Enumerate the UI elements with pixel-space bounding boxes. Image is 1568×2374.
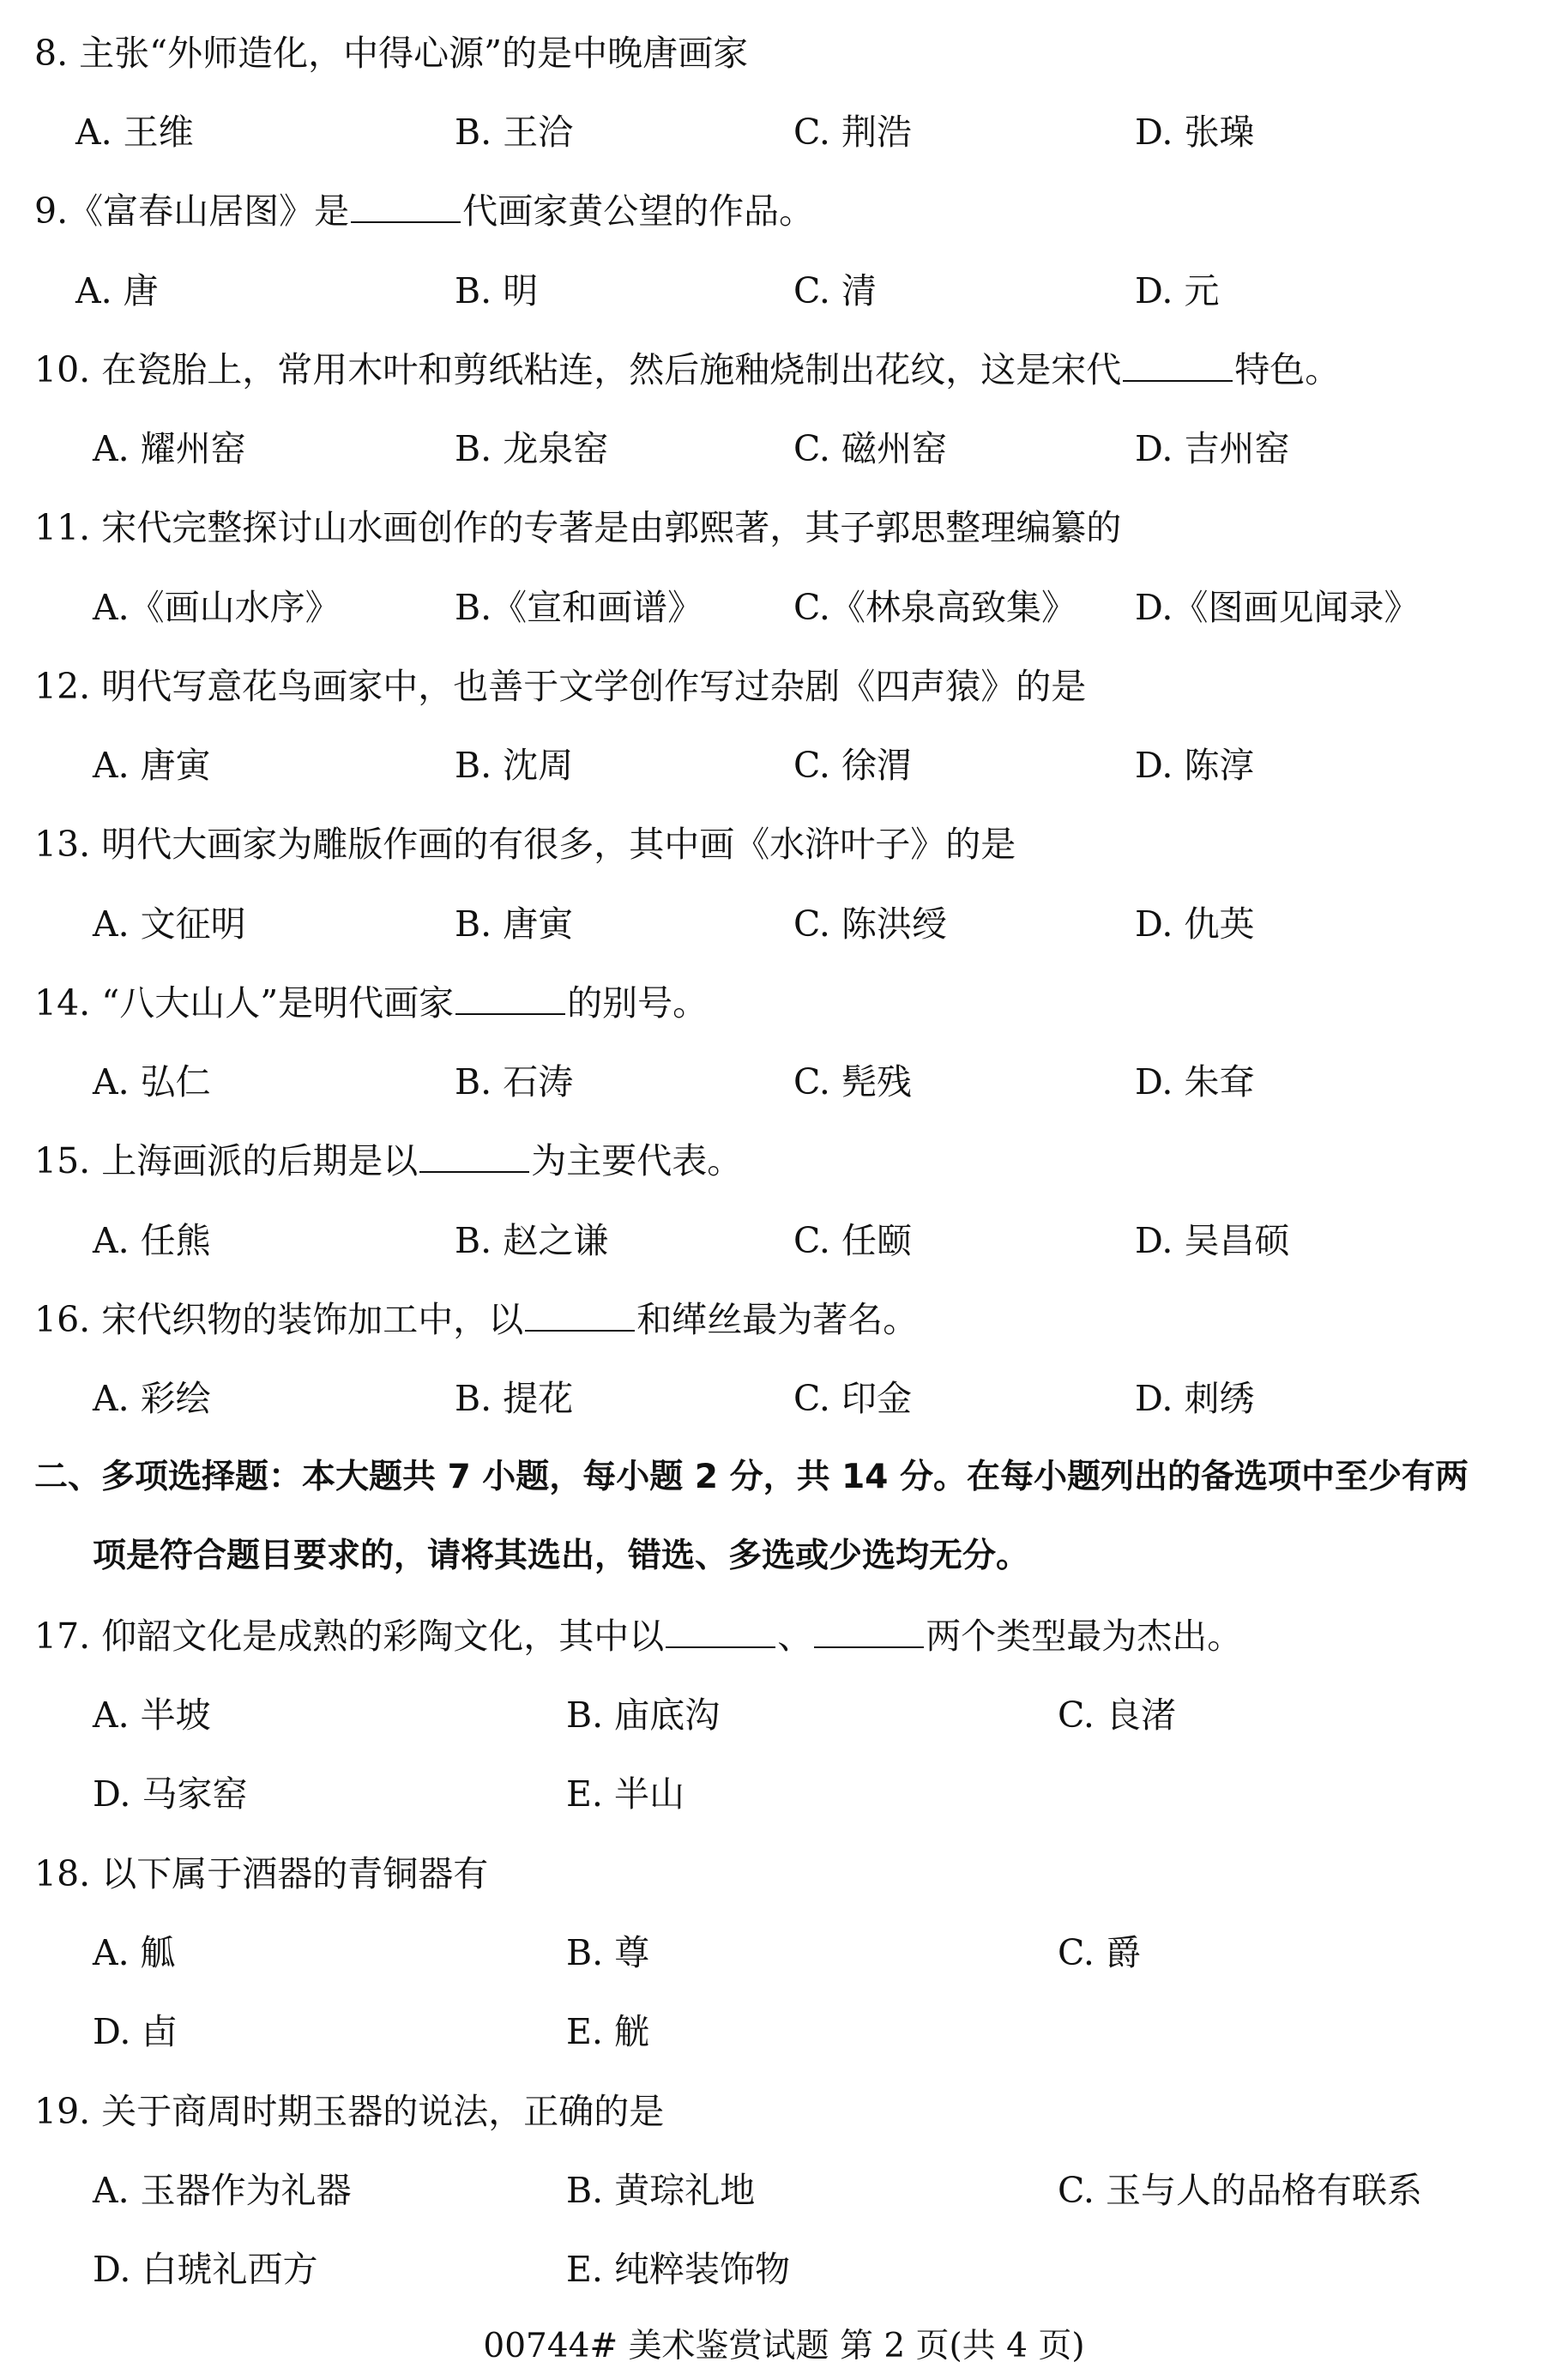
question-17-stem	[34, 1610, 1242, 1662]
q9-option-b: B. 明	[455, 270, 539, 311]
q10-option-b: B. 龙泉窑	[455, 428, 609, 469]
q11-option-a: A.《画山水序》	[93, 587, 341, 628]
q17-option-c: C. 良渚	[1058, 1694, 1176, 1736]
q19-option-a: A. 玉器作为礼器	[93, 2170, 352, 2211]
q9-option-d: D. 元	[1135, 270, 1220, 311]
q9-option-a: A. 唐	[75, 270, 159, 311]
q18-option-a: A. 觚	[93, 1932, 176, 1973]
q16-stem-post: 和缂丝最为著名。	[636, 1299, 919, 1340]
question-13-stem: 13. 明代大画家为雕版作画的有很多，其中画《水浒叶子》的是	[34, 824, 1016, 865]
q10-blank	[1123, 346, 1233, 382]
q16-option-d: D. 刺绣	[1135, 1378, 1255, 1419]
q19-option-b: B. 黄琮礼地	[566, 2170, 756, 2211]
question-9-stem	[34, 185, 814, 237]
q12-option-a: A. 唐寅	[93, 745, 211, 786]
q19-option-c: C. 玉与人的品格有联系	[1058, 2170, 1422, 2211]
q11-option-c: C.《林泉高致集》	[793, 587, 1076, 628]
q15-option-d: D. 吴昌硕	[1135, 1220, 1290, 1261]
q17-stem-post: 两个类型最为杰出。	[926, 1616, 1243, 1657]
q12-option-d: D. 陈淳	[1135, 745, 1255, 786]
q9-stem-post: 代画家黄公望的作品。	[462, 190, 815, 232]
q15-option-b: B. 赵之谦	[455, 1220, 609, 1261]
q9-option-c: C. 清	[793, 270, 877, 311]
q10-option-d: D. 吉州窑	[1135, 428, 1290, 469]
question-12-stem: 12. 明代写意花鸟画家中，也善于文学创作写过杂剧《四声猿》的是	[34, 666, 1087, 707]
question-19-stem: 19. 关于商周时期玉器的说法，正确的是	[34, 2091, 665, 2132]
question-15-stem	[34, 1135, 742, 1187]
q16-blank	[525, 1296, 635, 1332]
q15-option-c: C. 任颐	[793, 1220, 912, 1261]
q17-stem-pre: 17. 仰韶文化是成熟的彩陶文化，其中以	[34, 1616, 665, 1657]
q14-option-b: B. 石涛	[455, 1061, 574, 1102]
q14-stem-pre: 14. “八大山人”是明代画家	[34, 982, 455, 1024]
q18-option-c: C. 爵	[1058, 1932, 1141, 1973]
q11-option-b: B.《宣和画谱》	[455, 587, 703, 628]
q17-option-d: D. 马家窑	[93, 1773, 248, 1815]
q17-option-a: A. 半坡	[93, 1694, 211, 1736]
section-2-heading-line2: 项是符合题目要求的，请将其选出，错选、多选或少选均无分。	[93, 1537, 1030, 1575]
q14-option-c: C. 髡残	[793, 1061, 912, 1102]
q17-stem-mid: 、	[777, 1616, 813, 1657]
q11-option-d: D.《图画见闻录》	[1135, 587, 1420, 628]
q8-option-d: D. 张璪	[1135, 112, 1255, 153]
q12-option-c: C. 徐渭	[793, 745, 912, 786]
q16-stem-pre: 16. 宋代织物的装饰加工中，以	[34, 1299, 524, 1340]
q8-option-a: A. 王维	[75, 112, 194, 153]
section-2-heading-line1: 二、多项选择题：本大题共 7 小题，每小题 2 分，共 14 分。在每小题列出的备选项中至少有两	[34, 1458, 1469, 1496]
q12-option-b: B. 沈周	[455, 745, 574, 786]
q16-option-a: A. 彩绘	[93, 1378, 211, 1419]
q19-option-d: D. 白琥礼西方	[93, 2249, 318, 2290]
q10-option-c: C. 磁州窑	[793, 428, 947, 469]
page-footer: 00744# 美术鉴赏试题 第 2 页(共 4 页)	[483, 2327, 1085, 2365]
q17-blank-2	[814, 1612, 924, 1648]
q8-option-b: B. 王洽	[455, 112, 574, 153]
q15-blank	[419, 1137, 529, 1173]
q14-blank	[455, 979, 565, 1015]
q10-stem-post: 特色。	[1234, 349, 1341, 390]
q9-blank	[351, 187, 461, 223]
question-10-stem	[34, 344, 1340, 396]
question-14-stem	[34, 977, 708, 1029]
q13-option-b: B. 唐寅	[455, 903, 574, 945]
q14-option-d: D. 朱耷	[1135, 1061, 1255, 1102]
question-18-stem: 18. 以下属于酒器的青铜器有	[34, 1853, 489, 1894]
q10-option-a: A. 耀州窑	[93, 428, 246, 469]
q13-option-d: D. 仇英	[1135, 903, 1255, 945]
q15-option-a: A. 任熊	[93, 1220, 211, 1261]
q17-option-b: B. 庙底沟	[566, 1694, 721, 1736]
q16-option-c: C. 印金	[793, 1378, 912, 1419]
question-8-stem: 8. 主张“外师造化，中得心源”的是中晚唐画家	[34, 33, 749, 74]
q17-option-e: E. 半山	[566, 1773, 684, 1815]
q14-option-a: A. 弘仁	[93, 1061, 211, 1102]
q13-option-c: C. 陈洪绶	[793, 903, 947, 945]
q17-blank-1	[666, 1612, 775, 1648]
q19-option-e: E. 纯粹装饰物	[566, 2249, 790, 2290]
q8-option-c: C. 荆浩	[793, 112, 912, 153]
q15-stem-pre: 15. 上海画派的后期是以	[34, 1140, 419, 1181]
question-16-stem	[34, 1294, 918, 1345]
q9-stem-pre: 9.《富春山居图》是	[34, 190, 350, 232]
q13-option-a: A. 文征明	[93, 903, 246, 945]
q18-option-d: D. 卣	[93, 2011, 178, 2052]
q18-option-b: B. 尊	[566, 1932, 650, 1973]
q15-stem-post: 为主要代表。	[531, 1140, 743, 1181]
question-11-stem: 11. 宋代完整探讨山水画创作的专著是由郭熙著，其子郭思整理编纂的	[34, 507, 1122, 548]
q18-option-e: E. 觥	[566, 2011, 649, 2052]
q16-option-b: B. 提花	[455, 1378, 574, 1419]
q14-stem-post: 的别号。	[567, 982, 709, 1024]
q10-stem-pre: 10. 在瓷胎上，常用木叶和剪纸粘连，然后施釉烧制出花纹，这是宋代	[34, 349, 1122, 390]
